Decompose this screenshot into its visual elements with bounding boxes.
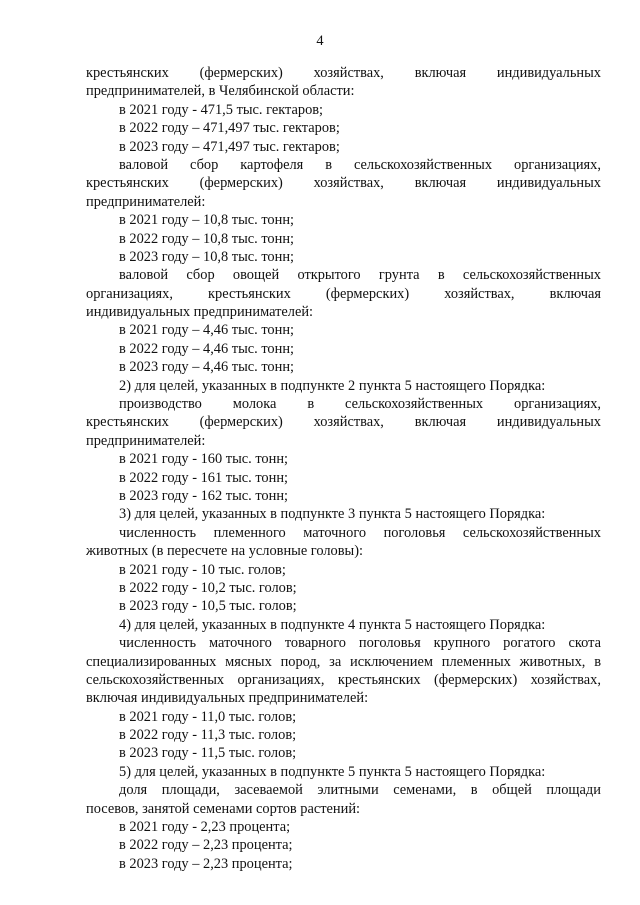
word: скота	[568, 635, 601, 652]
text-line: 3) для целей, указанных в подпункте 3 пункта 5 настоящего Порядка:	[119, 506, 546, 523]
word: организациях,	[86, 285, 173, 302]
word: маточного	[209, 635, 272, 652]
word: включая	[414, 65, 467, 81]
word: специализированных	[86, 653, 217, 670]
word: в	[307, 396, 315, 413]
text-line: предпринимателей:	[86, 193, 206, 210]
word: сельскохозяйственных	[345, 396, 484, 413]
text-line: в 2023 году - 11,5 тыс. голов;	[119, 745, 297, 762]
text-line: в 2021 году - 2,23 процента;	[119, 819, 291, 836]
text-line: посевов, занятой семенами сортов растений:	[86, 800, 361, 817]
text-line	[86, 174, 601, 192]
text-line: в 2023 году – 2,23 процента;	[119, 855, 293, 872]
word: доля	[119, 782, 148, 799]
word: крестьянских	[86, 65, 169, 81]
word: организациях,	[514, 396, 601, 413]
word: (фермерских)	[199, 65, 283, 81]
text-line	[86, 395, 601, 413]
word: (фермерских)	[434, 671, 518, 688]
word: валовой	[119, 267, 169, 284]
text-line: в 2023 году - 10,5 тыс. голов;	[119, 598, 297, 615]
word: элитными	[317, 782, 379, 799]
text-line: в 2021 году - 10 тыс. голов;	[119, 561, 286, 578]
word: хозяйствах,	[444, 285, 515, 302]
word: засеваемой	[234, 782, 303, 799]
text-line: в 2022 году – 2,23 процента;	[119, 837, 293, 854]
text-line: в 2023 году – 10,8 тыс. тонн;	[119, 248, 295, 265]
word: валовой	[119, 156, 169, 173]
text-line: 2) для целей, указанных в подпункте 2 пункта 5 настоящего Порядка:	[119, 377, 546, 394]
text-line: включая индивидуальных предпринимателей:	[86, 690, 369, 707]
word: индивидуальных	[496, 175, 601, 192]
word: племенных	[441, 653, 511, 670]
word: крестьянских	[86, 414, 169, 431]
word: крупного	[433, 635, 491, 652]
text-line: в 2023 году – 4,46 тыс. тонн;	[119, 359, 295, 376]
word: мясных	[225, 653, 272, 670]
text-line: в 2022 году – 10,8 тыс. тонн;	[119, 230, 295, 247]
word: в	[437, 267, 445, 284]
text-line: животных (в пересчете на условные головы):	[86, 543, 363, 560]
text-line	[86, 64, 601, 82]
word: грунта	[378, 267, 420, 284]
word: включая	[549, 285, 601, 302]
word: индивидуальных	[496, 414, 601, 431]
word: хозяйствах,	[313, 414, 384, 431]
word: поголовья	[383, 524, 446, 541]
word: хозяйствах,	[313, 65, 384, 81]
text-line: 5) для целей, указанных в подпункте 5 пункта 5 настоящего Порядка:	[119, 763, 546, 780]
word: сельскохозяйственных	[462, 524, 601, 541]
word: сельскохозяйственных	[353, 156, 493, 173]
text-line	[86, 781, 601, 799]
word: крестьянских	[337, 671, 421, 688]
word: сбор	[190, 156, 219, 173]
text-line	[86, 413, 601, 431]
word: сбор	[186, 267, 215, 284]
word: хозяйствах,	[530, 671, 601, 688]
word: общей	[492, 782, 532, 799]
word: крестьянских	[208, 285, 291, 302]
word: включая	[414, 175, 467, 192]
text-line: в 2021 году – 10,8 тыс. тонн;	[119, 212, 295, 229]
text-line	[86, 671, 601, 689]
text-line	[86, 266, 601, 284]
word: организациях,	[237, 671, 325, 688]
word: пород,	[280, 653, 321, 670]
word: семенами,	[393, 782, 457, 799]
text-line: в 2021 году - 471,5 тыс. гектаров;	[119, 101, 324, 118]
word: молока	[232, 396, 277, 413]
word: (фермерских)	[199, 414, 283, 431]
word: маточного	[303, 524, 367, 541]
text-line: предпринимателей:	[86, 432, 206, 449]
word: исключением	[350, 653, 433, 670]
word: площади	[546, 782, 601, 799]
word: численность	[119, 635, 197, 652]
word: овощей	[232, 267, 280, 284]
text-line: индивидуальных предпринимателей:	[86, 304, 314, 321]
text-line: в 2021 году – 4,46 тыс. тонн;	[119, 322, 295, 339]
word: сельскохозяйственных	[86, 671, 225, 688]
word: (фермерских)	[199, 175, 283, 192]
text-line: в 2022 году - 10,2 тыс. голов;	[119, 579, 297, 596]
word: крестьянских	[86, 175, 169, 192]
text-line	[86, 285, 601, 303]
text-line	[86, 524, 601, 542]
word: площади,	[161, 782, 220, 799]
text-line: 4) для целей, указанных в подпункте 4 пункта 5 настоящего Порядка:	[119, 616, 546, 633]
page-number: 4	[316, 33, 324, 49]
text-line: в 2021 году - 160 тыс. тонн;	[119, 451, 289, 468]
word: индивидуальных	[496, 65, 601, 81]
word: картофеля	[240, 156, 304, 173]
text-line: в 2022 году - 11,3 тыс. голов;	[119, 727, 297, 744]
word: производство	[119, 396, 202, 413]
word: численность	[119, 524, 197, 541]
word: хозяйствах,	[313, 175, 384, 192]
word: в	[470, 782, 478, 799]
text-line: в 2023 году – 471,497 тыс. гектаров;	[119, 138, 340, 155]
word: включая	[414, 414, 467, 431]
word: в	[594, 653, 601, 670]
word: поголовья	[358, 635, 421, 652]
word: открытого	[297, 267, 361, 284]
text-line	[86, 156, 601, 174]
text-line: в 2023 году - 162 тыс. тонн;	[119, 487, 289, 504]
word: племенного	[213, 524, 286, 541]
word: рогатого	[503, 635, 556, 652]
text-line: в 2022 году – 471,497 тыс. гектаров;	[119, 120, 340, 137]
text-line: в 2022 году - 161 тыс. тонн;	[119, 469, 289, 486]
word: (фермерских)	[325, 285, 410, 302]
text-line: предпринимателей, в Челябинской области:	[86, 83, 355, 100]
word: сельскохозяйственных	[462, 267, 601, 284]
document-body	[86, 64, 601, 873]
word: организациях,	[514, 156, 601, 173]
word: животных,	[519, 653, 586, 670]
text-line: в 2022 году – 4,46 тыс. тонн;	[119, 340, 295, 357]
word: товарного	[284, 635, 346, 652]
word: за	[329, 653, 342, 670]
word: в	[325, 156, 333, 173]
text-line	[86, 653, 601, 671]
text-line	[86, 634, 601, 652]
text-line: в 2021 году - 11,0 тыс. голов;	[119, 708, 297, 725]
